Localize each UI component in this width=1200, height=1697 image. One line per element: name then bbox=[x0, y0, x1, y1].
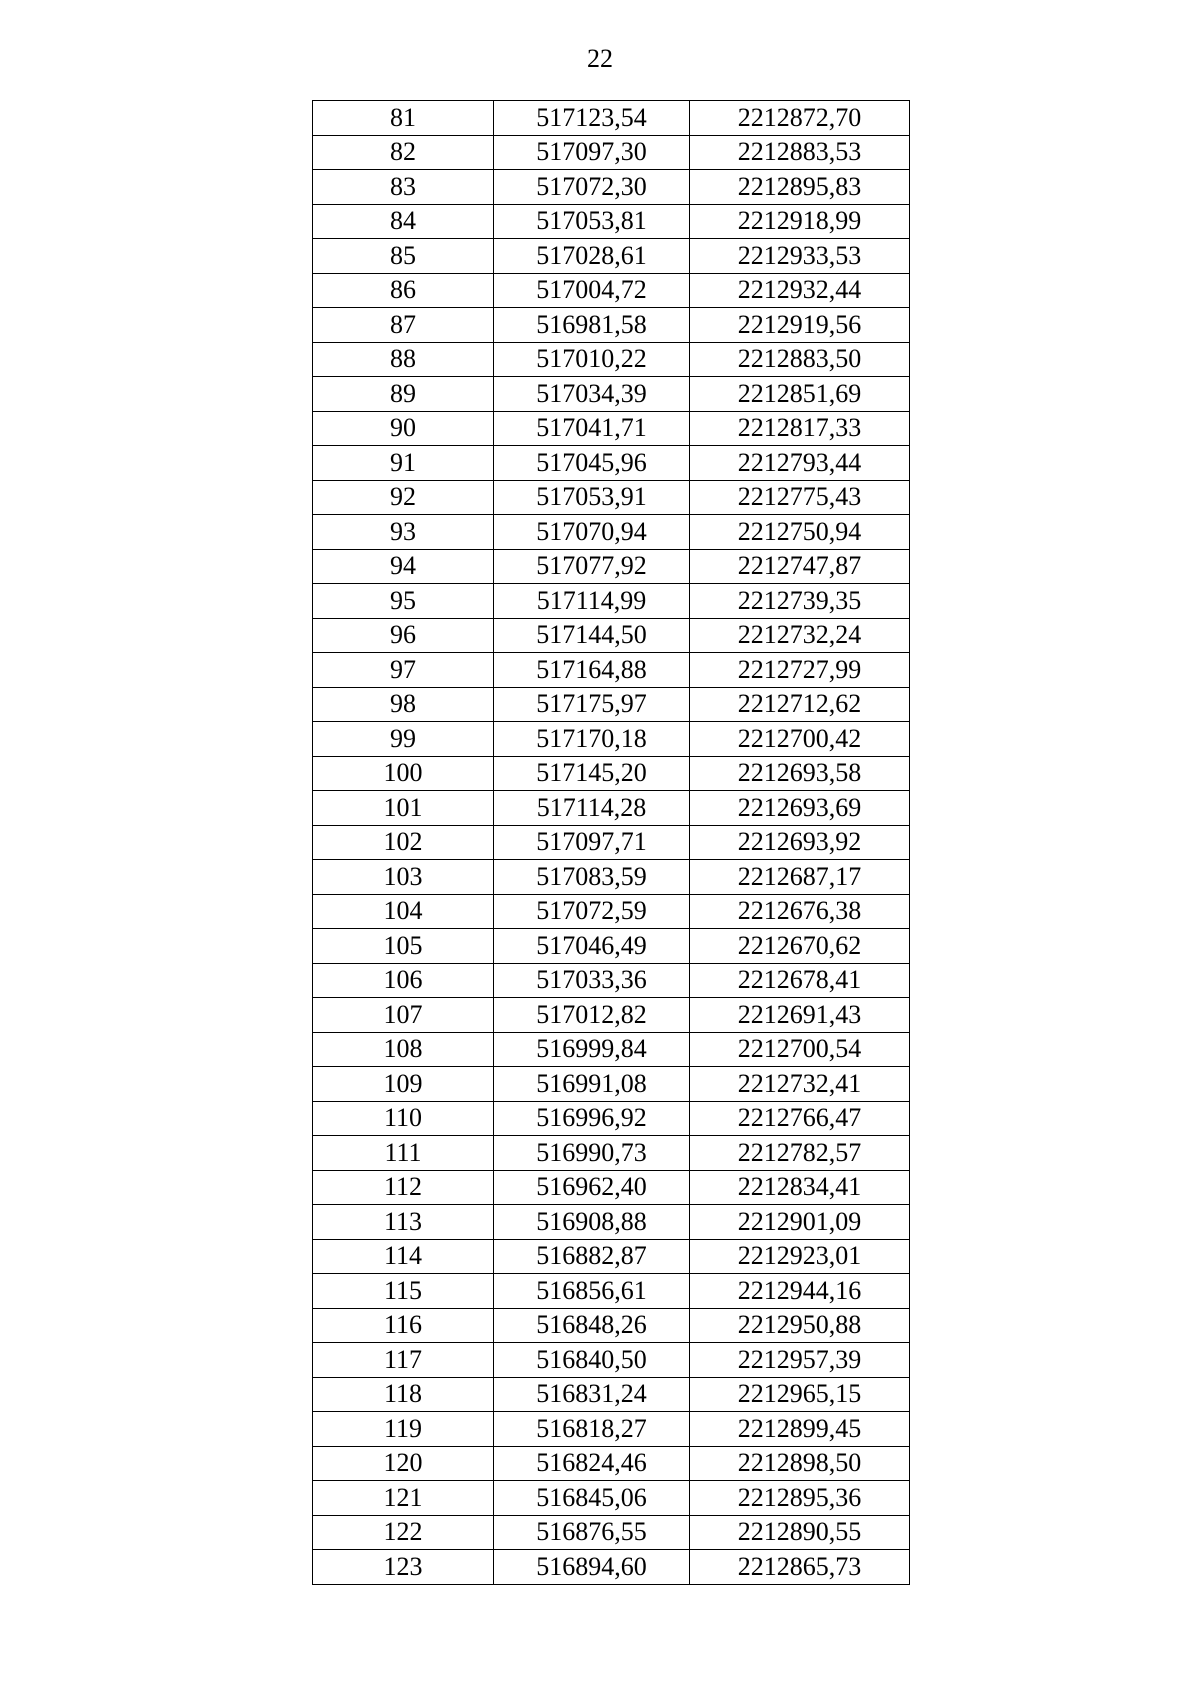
point-number-cell: 97 bbox=[313, 653, 494, 688]
table-row bbox=[313, 791, 910, 826]
point-number-cell: 102 bbox=[313, 825, 494, 860]
table-row bbox=[313, 1274, 910, 1309]
x-coordinate-cell: 517010,22 bbox=[494, 342, 690, 377]
y-coordinate-cell: 2212957,39 bbox=[690, 1343, 910, 1378]
y-coordinate-cell: 2212793,44 bbox=[690, 446, 910, 481]
x-coordinate-cell: 517097,71 bbox=[494, 825, 690, 860]
table-row bbox=[313, 687, 910, 722]
y-coordinate-cell: 2212883,50 bbox=[690, 342, 910, 377]
y-coordinate-cell: 2212890,55 bbox=[690, 1515, 910, 1550]
x-coordinate-cell: 517033,36 bbox=[494, 963, 690, 998]
point-number-cell: 110 bbox=[313, 1101, 494, 1136]
y-coordinate-cell: 2212712,62 bbox=[690, 687, 910, 722]
point-number-cell: 122 bbox=[313, 1515, 494, 1550]
table-row bbox=[313, 135, 910, 170]
x-coordinate-cell: 516848,26 bbox=[494, 1308, 690, 1343]
y-coordinate-cell: 2212872,70 bbox=[690, 101, 910, 136]
x-coordinate-cell: 517114,99 bbox=[494, 584, 690, 619]
y-coordinate-cell: 2212918,99 bbox=[690, 204, 910, 239]
x-coordinate-cell: 516845,06 bbox=[494, 1481, 690, 1516]
x-coordinate-cell: 516908,88 bbox=[494, 1205, 690, 1240]
point-number-cell: 81 bbox=[313, 101, 494, 136]
x-coordinate-cell: 517053,91 bbox=[494, 480, 690, 515]
y-coordinate-cell: 2212750,94 bbox=[690, 515, 910, 550]
x-coordinate-cell: 516882,87 bbox=[494, 1239, 690, 1274]
table-row bbox=[313, 1170, 910, 1205]
x-coordinate-cell: 516981,58 bbox=[494, 308, 690, 343]
table-row bbox=[313, 101, 910, 136]
point-number-cell: 106 bbox=[313, 963, 494, 998]
x-coordinate-cell: 517114,28 bbox=[494, 791, 690, 826]
point-number-cell: 120 bbox=[313, 1446, 494, 1481]
y-coordinate-cell: 2212766,47 bbox=[690, 1101, 910, 1136]
x-coordinate-cell: 516824,46 bbox=[494, 1446, 690, 1481]
table-row bbox=[313, 1412, 910, 1447]
x-coordinate-cell: 517070,94 bbox=[494, 515, 690, 550]
table-row bbox=[313, 1446, 910, 1481]
x-coordinate-cell: 516876,55 bbox=[494, 1515, 690, 1550]
table-row bbox=[313, 1136, 910, 1171]
table-row bbox=[313, 1239, 910, 1274]
table-row bbox=[313, 1481, 910, 1516]
point-number-cell: 111 bbox=[313, 1136, 494, 1171]
x-coordinate-cell: 517083,59 bbox=[494, 860, 690, 895]
page-number: 22 bbox=[587, 44, 613, 73]
x-coordinate-cell: 517072,59 bbox=[494, 894, 690, 929]
table-row bbox=[313, 929, 910, 964]
y-coordinate-cell: 2212932,44 bbox=[690, 273, 910, 308]
table-row bbox=[313, 446, 910, 481]
point-number-cell: 87 bbox=[313, 308, 494, 343]
point-number-cell: 90 bbox=[313, 411, 494, 446]
point-number-cell: 104 bbox=[313, 894, 494, 929]
table-row bbox=[313, 963, 910, 998]
table-row bbox=[313, 756, 910, 791]
y-coordinate-cell: 2212898,50 bbox=[690, 1446, 910, 1481]
x-coordinate-cell: 517164,88 bbox=[494, 653, 690, 688]
table-row bbox=[313, 1308, 910, 1343]
x-coordinate-cell: 516894,60 bbox=[494, 1550, 690, 1585]
point-number-cell: 88 bbox=[313, 342, 494, 377]
x-coordinate-cell: 517046,49 bbox=[494, 929, 690, 964]
table-row bbox=[313, 1515, 910, 1550]
x-coordinate-cell: 517097,30 bbox=[494, 135, 690, 170]
table-row bbox=[313, 273, 910, 308]
y-coordinate-cell: 2212923,01 bbox=[690, 1239, 910, 1274]
point-number-cell: 109 bbox=[313, 1067, 494, 1102]
point-number-cell: 91 bbox=[313, 446, 494, 481]
point-number-cell: 114 bbox=[313, 1239, 494, 1274]
table-row bbox=[313, 1032, 910, 1067]
point-number-cell: 123 bbox=[313, 1550, 494, 1585]
y-coordinate-cell: 2212950,88 bbox=[690, 1308, 910, 1343]
y-coordinate-cell: 2212727,99 bbox=[690, 653, 910, 688]
y-coordinate-cell: 2212693,58 bbox=[690, 756, 910, 791]
y-coordinate-cell: 2212747,87 bbox=[690, 549, 910, 584]
point-number-cell: 116 bbox=[313, 1308, 494, 1343]
table-row bbox=[313, 825, 910, 860]
x-coordinate-cell: 516996,92 bbox=[494, 1101, 690, 1136]
point-number-cell: 82 bbox=[313, 135, 494, 170]
point-number-cell: 101 bbox=[313, 791, 494, 826]
point-number-cell: 86 bbox=[313, 273, 494, 308]
y-coordinate-cell: 2212732,24 bbox=[690, 618, 910, 653]
y-coordinate-cell: 2212732,41 bbox=[690, 1067, 910, 1102]
y-coordinate-cell: 2212851,69 bbox=[690, 377, 910, 412]
point-number-cell: 115 bbox=[313, 1274, 494, 1309]
point-number-cell: 105 bbox=[313, 929, 494, 964]
x-coordinate-cell: 517145,20 bbox=[494, 756, 690, 791]
x-coordinate-cell: 516999,84 bbox=[494, 1032, 690, 1067]
x-coordinate-cell: 517034,39 bbox=[494, 377, 690, 412]
point-number-cell: 118 bbox=[313, 1377, 494, 1412]
point-number-cell: 83 bbox=[313, 170, 494, 205]
y-coordinate-cell: 2212775,43 bbox=[690, 480, 910, 515]
point-number-cell: 121 bbox=[313, 1481, 494, 1516]
table-row bbox=[313, 411, 910, 446]
point-number-cell: 89 bbox=[313, 377, 494, 412]
y-coordinate-cell: 2212965,15 bbox=[690, 1377, 910, 1412]
x-coordinate-cell: 517144,50 bbox=[494, 618, 690, 653]
point-number-cell: 103 bbox=[313, 860, 494, 895]
y-coordinate-cell: 2212687,17 bbox=[690, 860, 910, 895]
x-coordinate-cell: 517077,92 bbox=[494, 549, 690, 584]
point-number-cell: 85 bbox=[313, 239, 494, 274]
table-row bbox=[313, 515, 910, 550]
x-coordinate-cell: 516962,40 bbox=[494, 1170, 690, 1205]
table-row bbox=[313, 239, 910, 274]
point-number-cell: 92 bbox=[313, 480, 494, 515]
y-coordinate-cell: 2212700,42 bbox=[690, 722, 910, 757]
x-coordinate-cell: 517028,61 bbox=[494, 239, 690, 274]
y-coordinate-cell: 2212739,35 bbox=[690, 584, 910, 619]
y-coordinate-cell: 2212670,62 bbox=[690, 929, 910, 964]
table-row bbox=[313, 549, 910, 584]
y-coordinate-cell: 2212693,69 bbox=[690, 791, 910, 826]
y-coordinate-cell: 2212817,33 bbox=[690, 411, 910, 446]
x-coordinate-cell: 517045,96 bbox=[494, 446, 690, 481]
y-coordinate-cell: 2212676,38 bbox=[690, 894, 910, 929]
point-number-cell: 108 bbox=[313, 1032, 494, 1067]
x-coordinate-cell: 516856,61 bbox=[494, 1274, 690, 1309]
point-number-cell: 100 bbox=[313, 756, 494, 791]
y-coordinate-cell: 2212700,54 bbox=[690, 1032, 910, 1067]
table-row bbox=[313, 894, 910, 929]
point-number-cell: 94 bbox=[313, 549, 494, 584]
coordinates-table bbox=[312, 100, 910, 1585]
y-coordinate-cell: 2212865,73 bbox=[690, 1550, 910, 1585]
table-row bbox=[313, 342, 910, 377]
x-coordinate-cell: 516831,24 bbox=[494, 1377, 690, 1412]
point-number-cell: 113 bbox=[313, 1205, 494, 1240]
table-row bbox=[313, 170, 910, 205]
point-number-cell: 84 bbox=[313, 204, 494, 239]
point-number-cell: 117 bbox=[313, 1343, 494, 1378]
x-coordinate-cell: 517170,18 bbox=[494, 722, 690, 757]
y-coordinate-cell: 2212693,92 bbox=[690, 825, 910, 860]
table-row bbox=[313, 204, 910, 239]
table-row bbox=[313, 722, 910, 757]
point-number-cell: 99 bbox=[313, 722, 494, 757]
y-coordinate-cell: 2212933,53 bbox=[690, 239, 910, 274]
table-row bbox=[313, 1343, 910, 1378]
point-number-cell: 98 bbox=[313, 687, 494, 722]
x-coordinate-cell: 516990,73 bbox=[494, 1136, 690, 1171]
point-number-cell: 93 bbox=[313, 515, 494, 550]
point-number-cell: 112 bbox=[313, 1170, 494, 1205]
table-row bbox=[313, 1205, 910, 1240]
x-coordinate-cell: 516840,50 bbox=[494, 1343, 690, 1378]
table-row bbox=[313, 480, 910, 515]
x-coordinate-cell: 517053,81 bbox=[494, 204, 690, 239]
table-row bbox=[313, 860, 910, 895]
y-coordinate-cell: 2212895,83 bbox=[690, 170, 910, 205]
x-coordinate-cell: 517072,30 bbox=[494, 170, 690, 205]
table-row bbox=[313, 1067, 910, 1102]
y-coordinate-cell: 2212834,41 bbox=[690, 1170, 910, 1205]
y-coordinate-cell: 2212899,45 bbox=[690, 1412, 910, 1447]
y-coordinate-cell: 2212883,53 bbox=[690, 135, 910, 170]
x-coordinate-cell: 516991,08 bbox=[494, 1067, 690, 1102]
point-number-cell: 119 bbox=[313, 1412, 494, 1447]
table-row bbox=[313, 308, 910, 343]
point-number-cell: 95 bbox=[313, 584, 494, 619]
point-number-cell: 96 bbox=[313, 618, 494, 653]
y-coordinate-cell: 2212944,16 bbox=[690, 1274, 910, 1309]
table-row bbox=[313, 584, 910, 619]
x-coordinate-cell: 516818,27 bbox=[494, 1412, 690, 1447]
table-row bbox=[313, 653, 910, 688]
x-coordinate-cell: 517175,97 bbox=[494, 687, 690, 722]
x-coordinate-cell: 517041,71 bbox=[494, 411, 690, 446]
x-coordinate-cell: 517012,82 bbox=[494, 998, 690, 1033]
point-number-cell: 107 bbox=[313, 998, 494, 1033]
y-coordinate-cell: 2212919,56 bbox=[690, 308, 910, 343]
table-row bbox=[313, 377, 910, 412]
coordinates-table-body bbox=[313, 101, 910, 1585]
table-row bbox=[313, 1101, 910, 1136]
y-coordinate-cell: 2212901,09 bbox=[690, 1205, 910, 1240]
x-coordinate-cell: 517004,72 bbox=[494, 273, 690, 308]
y-coordinate-cell: 2212691,43 bbox=[690, 998, 910, 1033]
x-coordinate-cell: 517123,54 bbox=[494, 101, 690, 136]
y-coordinate-cell: 2212678,41 bbox=[690, 963, 910, 998]
table-row bbox=[313, 618, 910, 653]
table-row bbox=[313, 1377, 910, 1412]
table-row bbox=[313, 1550, 910, 1585]
y-coordinate-cell: 2212895,36 bbox=[690, 1481, 910, 1516]
y-coordinate-cell: 2212782,57 bbox=[690, 1136, 910, 1171]
table-row bbox=[313, 998, 910, 1033]
